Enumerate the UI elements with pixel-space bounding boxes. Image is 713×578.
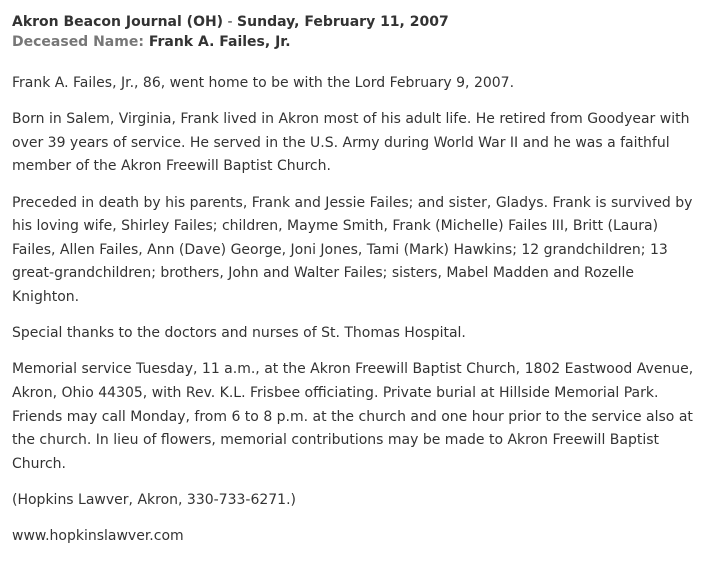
- obituary-body: [12, 72, 705, 549]
- paragraph-family: Preceded in death by his parents, Frank and Jessie Failes; and sister, Gladys. Frank is survived by his loving wife, Shirley Failes; children, Mayme Smith, Frank (Michelle) Failes III, Britt (Laura) Failes, Allen Failes, Ann (Dave) George, Joni Jones, Tami (Mark) Hawkins; 12 grandchildren; 13 great-grandchildren; brothers, John and Walter Failes; sisters, Mabel Madden and Rozelle Knighton.: [12, 194, 693, 305]
- publication-header: [12, 12, 705, 32]
- deceased-name-label: Deceased Name:: [12, 34, 149, 50]
- deceased-name: Frank A. Failes, Jr.: [148, 34, 291, 50]
- paragraph-service: Memorial service Tuesday, 11 a.m., at the Akron Freewill Baptist Church, 1802 Eastwood Avenue, Akron, Ohio 44305, with Rev. K.L. Frisbee officiating. Private burial at Hillside Memorial Park. Friends may call Monday, from 6 to 8 p.m. at the church and one hour prior to the service also at the church. In lieu of flowers, memorial contributions may be made to Akron Freewill Baptist Church.: [12, 361, 694, 472]
- website-link[interactable]: www.hopkinslawver.com: [12, 528, 184, 545]
- publication-date: Sunday, February 11, 2007: [237, 14, 449, 30]
- paragraph-announcement: Frank A. Failes, Jr., 86, went home to be with the Lord February 9, 2007.: [12, 75, 515, 91]
- deceased-name-line: [12, 32, 705, 52]
- publication-name: Akron Beacon Journal (OH): [12, 14, 224, 30]
- paragraph-biography: Born in Salem, Virginia, Frank lived in Akron most of his adult life. He retired from Goodyear with over 39 years of service. He served in the U.S. Army during World War II and he was a faithful member of the Akron Freewill Baptist Church.: [12, 111, 690, 175]
- paragraph-funeral-home: (Hopkins Lawver, Akron, 330-733-6271.): [12, 491, 296, 508]
- header-separator: -: [223, 14, 238, 30]
- paragraph-thanks: Special thanks to the doctors and nurses of St. Thomas Hospital.: [12, 325, 466, 342]
